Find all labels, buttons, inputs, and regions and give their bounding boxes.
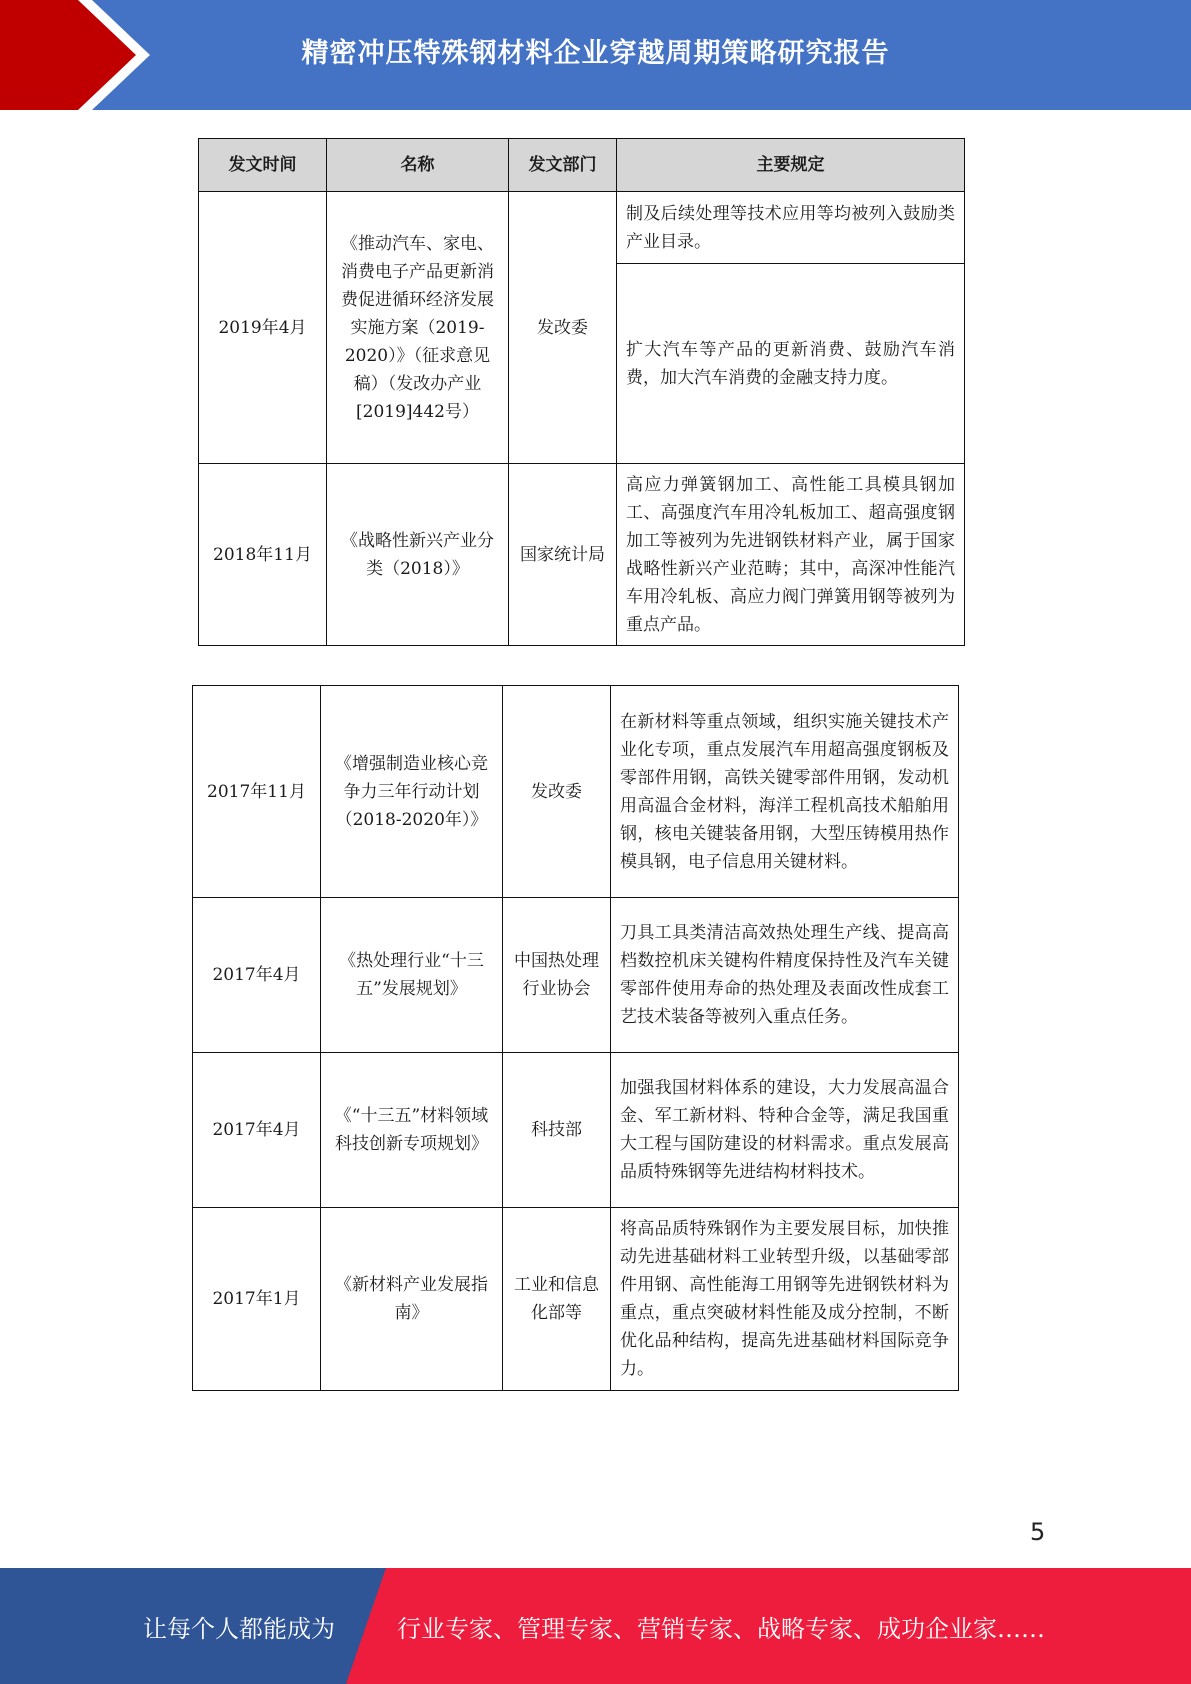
page-footer — [0, 1568, 1191, 1684]
cell-rule: 高应力弹簧钢加工、高性能工具模具钢加工、高强度汽车用冷轧板加工、超高强度钢加工等被列为先进钢铁材料产业，属于国家战略性新兴产业范畴；其中，高深冲性能汽车用冷轧板、高应力阀门弹簧用钢等被列为重点产品。 — [617, 464, 965, 646]
cell-date: 2017年1月 — [193, 1208, 321, 1391]
cell-date: 2017年11月 — [193, 686, 321, 898]
cell-dept: 工业和信息化部等 — [503, 1208, 611, 1391]
header-date: 发文时间 — [199, 139, 327, 192]
cell-dept: 发改委 — [503, 686, 611, 898]
header-rule: 主要规定 — [617, 139, 965, 192]
table-row — [193, 1208, 959, 1391]
header-name: 名称 — [327, 139, 509, 192]
cell-date: 2018年11月 — [199, 464, 327, 646]
cell-dept: 国家统计局 — [509, 464, 617, 646]
cell-rule-continuation: 制及后续处理等技术应用等均被列入鼓励类产业目录。 — [617, 192, 965, 264]
cell-name: 《推动汽车、家电、消费电子产品更新消费促进循环经济发展实施方案（2019-2020）》（征求意见稿）（发改办产业[2019]442号） — [327, 192, 509, 464]
table-row — [193, 1053, 959, 1208]
cell-date: 2019年4月 — [199, 192, 327, 464]
footer-slogan-left: 让每个人都能成为 — [143, 1614, 335, 1643]
page-number: 5 — [1030, 1518, 1046, 1546]
policy-table-1 — [198, 138, 965, 646]
cell-dept: 科技部 — [503, 1053, 611, 1208]
cell-date: 2017年4月 — [193, 898, 321, 1053]
page-header — [0, 0, 1191, 110]
table-header-row — [199, 139, 965, 192]
cell-name: 《热处理行业“十三五”发展规划》 — [321, 898, 503, 1053]
cell-date: 2017年4月 — [193, 1053, 321, 1208]
cell-rule: 扩大汽车等产品的更新消费、鼓励汽车消费，加大汽车消费的金融支持力度。 — [617, 264, 965, 464]
cell-rule: 在新材料等重点领域，组织实施关键技术产业化专项，重点发展汽车用超高强度钢板及零部件用钢，高铁关键零部件用钢，发动机用高温合金材料，海洋工程机高技术船舶用钢，核电关键装备用钢，大型压铸模用热作模具钢，电子信息用关键材料。 — [611, 686, 959, 898]
cell-rule: 加强我国材料体系的建设，大力发展高温合金、军工新材料、特种合金等，满足我国重大工程与国防建设的材料需求。重点发展高品质特殊钢等先进结构材料技术。 — [611, 1053, 959, 1208]
cell-name: 《战略性新兴产业分类（2018）》 — [327, 464, 509, 646]
cell-name: 《“十三五”材料领域科技创新专项规划》 — [321, 1053, 503, 1208]
cell-name: 《新材料产业发展指南》 — [321, 1208, 503, 1391]
policy-table-2 — [192, 685, 959, 1391]
table-row — [199, 192, 965, 264]
cell-rule: 刀具工具类清洁高效热处理生产线、提高高档数控机床关键构件精度保持性及汽车关键零部件使用寿命的热处理及表面改性成套工艺技术装备等被列入重点任务。 — [611, 898, 959, 1053]
table-row — [193, 898, 959, 1053]
report-title: 精密冲压特殊钢材料企业穿越周期策略研究报告 — [301, 37, 890, 69]
cell-dept: 中国热处理行业协会 — [503, 898, 611, 1053]
cell-name: 《增强制造业核心竞争力三年行动计划（2018-2020年）》 — [321, 686, 503, 898]
cell-rule: 将高品质特殊钢作为主要发展目标，加快推动先进基础材料工业转型升级，以基础零部件用钢、高性能海工用钢等先进钢铁材料为重点，重点突破材料性能及成分控制，不断优化品种结构，提高先进基础材料国际竞争力。 — [611, 1208, 959, 1391]
footer-slogan-right: 行业专家、管理专家、营销专家、战略专家、成功企业家…… — [397, 1614, 1045, 1643]
table-row — [199, 464, 965, 646]
table-row — [193, 686, 959, 898]
cell-dept: 发改委 — [509, 192, 617, 464]
header-arrow-decoration — [0, 0, 150, 110]
header-dept: 发文部门 — [509, 139, 617, 192]
